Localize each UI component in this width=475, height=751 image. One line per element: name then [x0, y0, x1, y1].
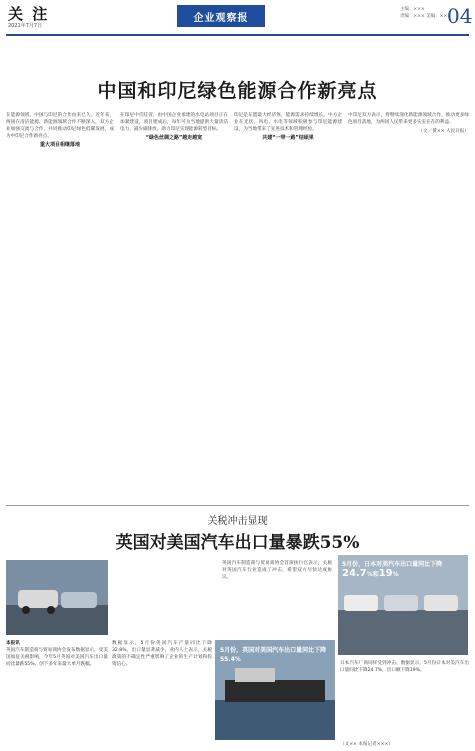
story2-col4 — [340, 660, 469, 738]
story2-byline: 本报讯 — [6, 641, 20, 646]
story1-subhead: 重大项目相继落地 — [39, 142, 80, 149]
stat-japan-title: 5月份，日本对美汽车出口量同比下降 — [342, 561, 443, 568]
story1-subhead: 共建“一带一路”结硕果 — [262, 135, 314, 142]
masthead-rule — [6, 34, 469, 36]
story1-col3 — [234, 112, 342, 500]
story2-text: 数据显示，5月份英国汽车产量同比下降32.8%，出口量显著减少。业内人士表示，关税政策的不确定性严重影响了企业的生产计划和投资信心。 — [112, 641, 212, 668]
story2-headline: 英国对美国汽车出口量暴跌55% — [115, 533, 360, 553]
story1-text: 在印尼中爪哇省，由中国企业承建的水电站项目正在加紧建设。项目建成后，每年可为当地提供大量清洁电力，减少碳排放，助力印尼实现能源转型目标。 — [120, 113, 228, 133]
story2-col2 — [112, 640, 212, 745]
column-title: 关 注 — [8, 5, 50, 23]
story1-col1 — [6, 112, 114, 500]
section-banner — [177, 5, 265, 27]
editor-line: 主编：××× — [400, 7, 425, 12]
page-number: 04 — [447, 4, 473, 28]
stat-japan-exports — [342, 560, 466, 579]
stat-uk-exports: 5月份，英国对美国汽车出口量同比下降55.4% — [220, 647, 327, 663]
section-name: 企业观察报 — [193, 12, 249, 24]
stat-japan-value-b: 19 — [378, 568, 393, 579]
story1-subhead: “绿色丝绸之路”越走越宽 — [145, 135, 203, 142]
story1-text: 印尼是东盟最大经济体，能源需求持续增长。中方企业在光伏、风电、水电等领域积极参与印尼能源建设，为当地带来了先进技术和管理经验。 — [234, 113, 342, 133]
editor-line: 责编：××× 美编：××× — [400, 14, 452, 19]
story2-text: 英国汽车制造商与贸易商协会首席执行官表示，关税对英国汽车行业造成了冲击，希望双方尽快达成协议。 — [222, 561, 332, 581]
story1-headline: 中国和印尼绿色能源合作新亮点 — [97, 80, 378, 102]
issue-date: 2021年7月7日 — [8, 23, 43, 29]
story2-col1 — [6, 640, 108, 745]
stat-japan-join: %和 — [366, 571, 379, 578]
story2-text: 英国汽车制造商与贸易商协会发布数据显示，受美国加征关税影响，今年5月英国对美国汽车出口量同比暴跌55%，创下多年来最大单月跌幅。 — [6, 648, 108, 668]
story1-text: 中印尼双方表示，将继续深化新能源领域合作，推动更多绿色项目落地，为两国人民带来更多实实在在的利益。 — [348, 113, 469, 126]
stat-japan-value-a: 24.7 — [342, 568, 367, 579]
story1-col4 — [348, 112, 469, 500]
editor-info — [400, 6, 451, 20]
story2-col3 — [222, 560, 332, 636]
stat-uk-production: 5月份英国汽车产量同比下降32.8% — [112, 567, 209, 574]
story2-caption: （文×× 本报记者×××） — [340, 742, 393, 747]
story1-text: 在能源领域，中国与印尼的合作由来已久。近年来，两国在清洁能源、新能源领域合作不断深入，双方企业加强交流与合作，共同推动印尼绿色低碳发展，成为中印尼合作新亮点。 — [6, 113, 114, 140]
story1-author: （文／黄×× 人民日报） — [418, 129, 469, 135]
story2-text: 日本汽车厂商同样受到冲击。数据显示，5月份日本对美汽车出口量同比下降24.7%，出口额下降19%。 — [340, 661, 469, 674]
story1-col2 — [120, 112, 228, 500]
stat-japan-unit: % — [392, 571, 399, 578]
story2-kicker: 关税冲击显现 — [207, 516, 268, 527]
masthead — [0, 0, 475, 34]
story-divider — [6, 505, 469, 506]
car-production-photo — [6, 560, 108, 635]
